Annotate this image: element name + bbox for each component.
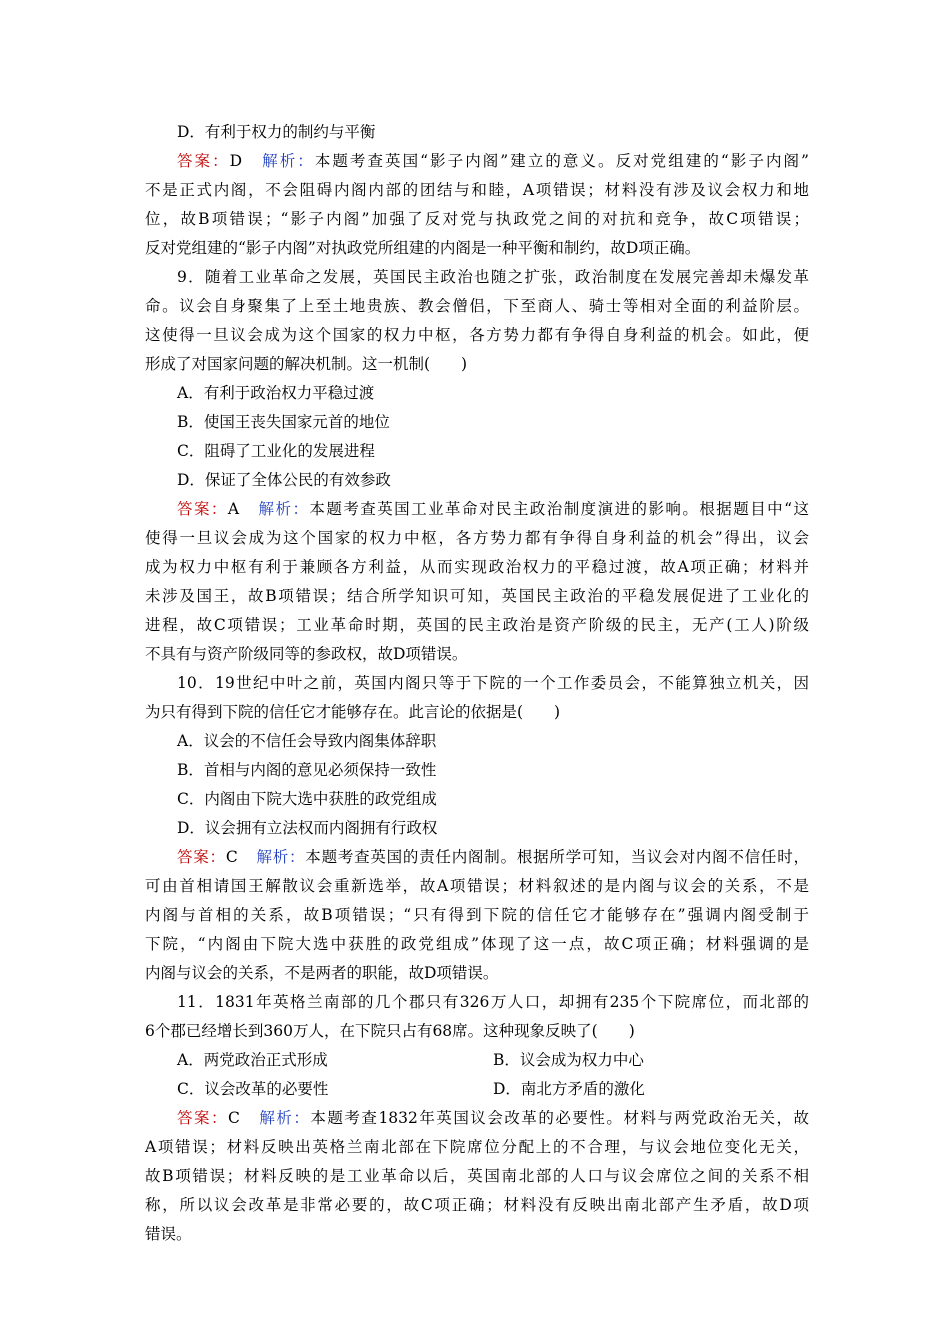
analysis-label: 解析： bbox=[257, 1109, 311, 1127]
analysis-text: 本题考查英国“影子内阁”建立的意义。反对党组建的“影子内阁” bbox=[314, 152, 809, 170]
q11-stem-line: 11．1831年英格兰南部的几个郡只有326万人口，却拥有235个下院席位，而北部的 bbox=[177, 993, 809, 1011]
q9-stem-line: 这使得一旦议会成为这个国家的权力中枢，各方势力都有争得自身利益的机会。如此，便 bbox=[145, 326, 809, 344]
q10-analysis-line: 内阁与首相的关系，故B项错误；“只有得到下院的信任它才能够存在”强调内阁受制于 bbox=[145, 906, 809, 924]
question-11 bbox=[145, 988, 809, 1249]
q11-stem-line: 6个郡已经增长到360万人，在下院只占有68席。这种现象反映了( ) bbox=[145, 1022, 635, 1040]
q9-analysis-line: 使得一旦议会成为这个国家的权力中枢，各方势力都有争得自身利益的机会”得出，议会 bbox=[145, 529, 809, 547]
q9-stem-line: 9．随着工业革命之发展，英国民主政治也随之扩张，政治制度在发展完善却未爆发革 bbox=[177, 268, 809, 286]
q8-analysis-line: 不是正式内阁，不会阻碍内阁内部的团结与和睦，A项错误；材料没有涉及议会权力和地 bbox=[145, 181, 809, 199]
q9-analysis-line: 未涉及国王，故B项错误；结合所学知识可知，英国民主政治的平稳发展促进了工业化的 bbox=[145, 587, 809, 605]
q11-analysis-line: A项错误；材料反映出英格兰南北部在下院席位分配上的不合理，与议会地位变化无关， bbox=[145, 1138, 809, 1156]
analysis-text: 本题考查英国工业革命对民主政治制度演进的影响。根据题目中“这 bbox=[309, 500, 809, 518]
q8-option-d: D．有利于权力的制约与平衡 bbox=[177, 123, 376, 141]
answer-value: C bbox=[225, 848, 238, 866]
q9-answer-line bbox=[145, 495, 809, 524]
q11-options-row bbox=[145, 1046, 809, 1075]
q10-answer-line bbox=[145, 843, 809, 872]
q11-option-a: A．两党政治正式形成 bbox=[177, 1051, 328, 1069]
q9-analysis-line: 不具有与资产阶级同等的参政权，故D项错误。 bbox=[145, 645, 468, 663]
q11-answer-line bbox=[145, 1104, 809, 1133]
q8-analysis-line: 位，故B项错误；“影子内阁”加强了反对党与执政党之间的对抗和竞争，故C项错误； bbox=[145, 210, 809, 228]
q9-option-b: B．使国王丧失国家元首的地位 bbox=[177, 413, 390, 431]
q9-stem-line: 形成了对国家问题的解决机制。这一机制( ) bbox=[145, 355, 468, 373]
q8-analysis-line: 反对党组建的“影子内阁”对执政党所组建的内阁是一种平衡和制约，故D项正确。 bbox=[145, 239, 701, 257]
answer-label: 答案： bbox=[177, 500, 228, 518]
answer-label: 答案： bbox=[177, 1109, 229, 1127]
answer-value: D bbox=[229, 152, 243, 170]
answer-value: C bbox=[228, 1109, 240, 1127]
analysis-label: 解析： bbox=[255, 848, 306, 866]
answer-value: A bbox=[227, 500, 240, 518]
q10-analysis-line: 下院，“内阁由下院大选中获胜的政党组成”体现了这一点，故C项正确；材料强调的是 bbox=[145, 935, 809, 953]
q11-options-row bbox=[145, 1075, 809, 1104]
q9-option-d: D．保证了全体公民的有效参政 bbox=[177, 471, 391, 489]
q11-analysis-line: 错误。 bbox=[145, 1225, 192, 1243]
q10-stem-line: 10．19世纪中叶之前，英国内阁只等于下院的一个工作委员会，不能算独立机关，因 bbox=[177, 674, 809, 692]
q10-stem-line: 为只有得到下院的信任它才能够存在。此言论的依据是( ) bbox=[145, 703, 561, 721]
q10-analysis-line: 内阁与议会的关系，不是两者的职能，故D项错误。 bbox=[145, 964, 499, 982]
analysis-label: 解析： bbox=[257, 500, 310, 518]
q11-option-d: D．南北方矛盾的激化 bbox=[493, 1080, 645, 1098]
q10-analysis-line: 可由首相请国王解散议会重新选举，故A项错误；材料叙述的是内阁与议会的关系，不是 bbox=[145, 877, 809, 895]
analysis-text: 本题考查1832年英国议会改革的必要性。材料与两党政治无关，故 bbox=[310, 1109, 809, 1127]
question-9 bbox=[145, 263, 809, 669]
q9-option-c: C．阻碍了工业化的发展进程 bbox=[177, 442, 375, 460]
q11-option-b: B．议会成为权力中心 bbox=[493, 1051, 644, 1069]
question-8-tail bbox=[145, 118, 809, 263]
q11-analysis-line: 故B项错误；材料反映的是工业革命以后，英国南北部的人口与议会席位之间的关系不相 bbox=[145, 1167, 809, 1185]
q9-option-a: A．有利于政治权力平稳过渡 bbox=[177, 384, 375, 402]
analysis-label: 解析： bbox=[260, 152, 315, 170]
q10-option-b: B．首相与内阁的意见必须保持一致性 bbox=[177, 761, 437, 779]
q9-analysis-line: 进程，故C项错误；工业革命时期，英国的民主政治是资产阶级的民主，无产(工人)阶级 bbox=[145, 616, 809, 634]
q10-option-c: C．内阁由下院大选中获胜的政党组成 bbox=[177, 790, 437, 808]
q9-analysis-line: 成为权力中枢有利于兼顾各方利益，从而实现政治权力的平稳过渡，故A项正确；材料并 bbox=[145, 558, 809, 576]
answer-label: 答案： bbox=[177, 152, 230, 170]
q11-analysis-line: 称，所以议会改革是非常必要的，故C项正确；材料没有反映出南北部产生矛盾，故D项 bbox=[145, 1196, 809, 1214]
q9-stem-line: 命。议会自身聚集了上至土地贵族、教会僧侣，下至商人、骑士等相对全面的利益阶层。 bbox=[145, 297, 809, 315]
analysis-text: 本题考查英国的责任内阁制。根据所学可知，当议会对内阁不信任时， bbox=[305, 848, 809, 866]
q10-option-a: A．议会的不信任会导致内阁集体辞职 bbox=[177, 732, 437, 750]
q10-option-d: D．议会拥有立法权而内阁拥有行政权 bbox=[177, 819, 438, 837]
document-page bbox=[145, 118, 809, 1249]
q11-option-c: C．议会改革的必要性 bbox=[177, 1080, 329, 1098]
q8-answer-line bbox=[145, 147, 809, 176]
question-10 bbox=[145, 669, 809, 988]
answer-label: 答案： bbox=[177, 848, 226, 866]
